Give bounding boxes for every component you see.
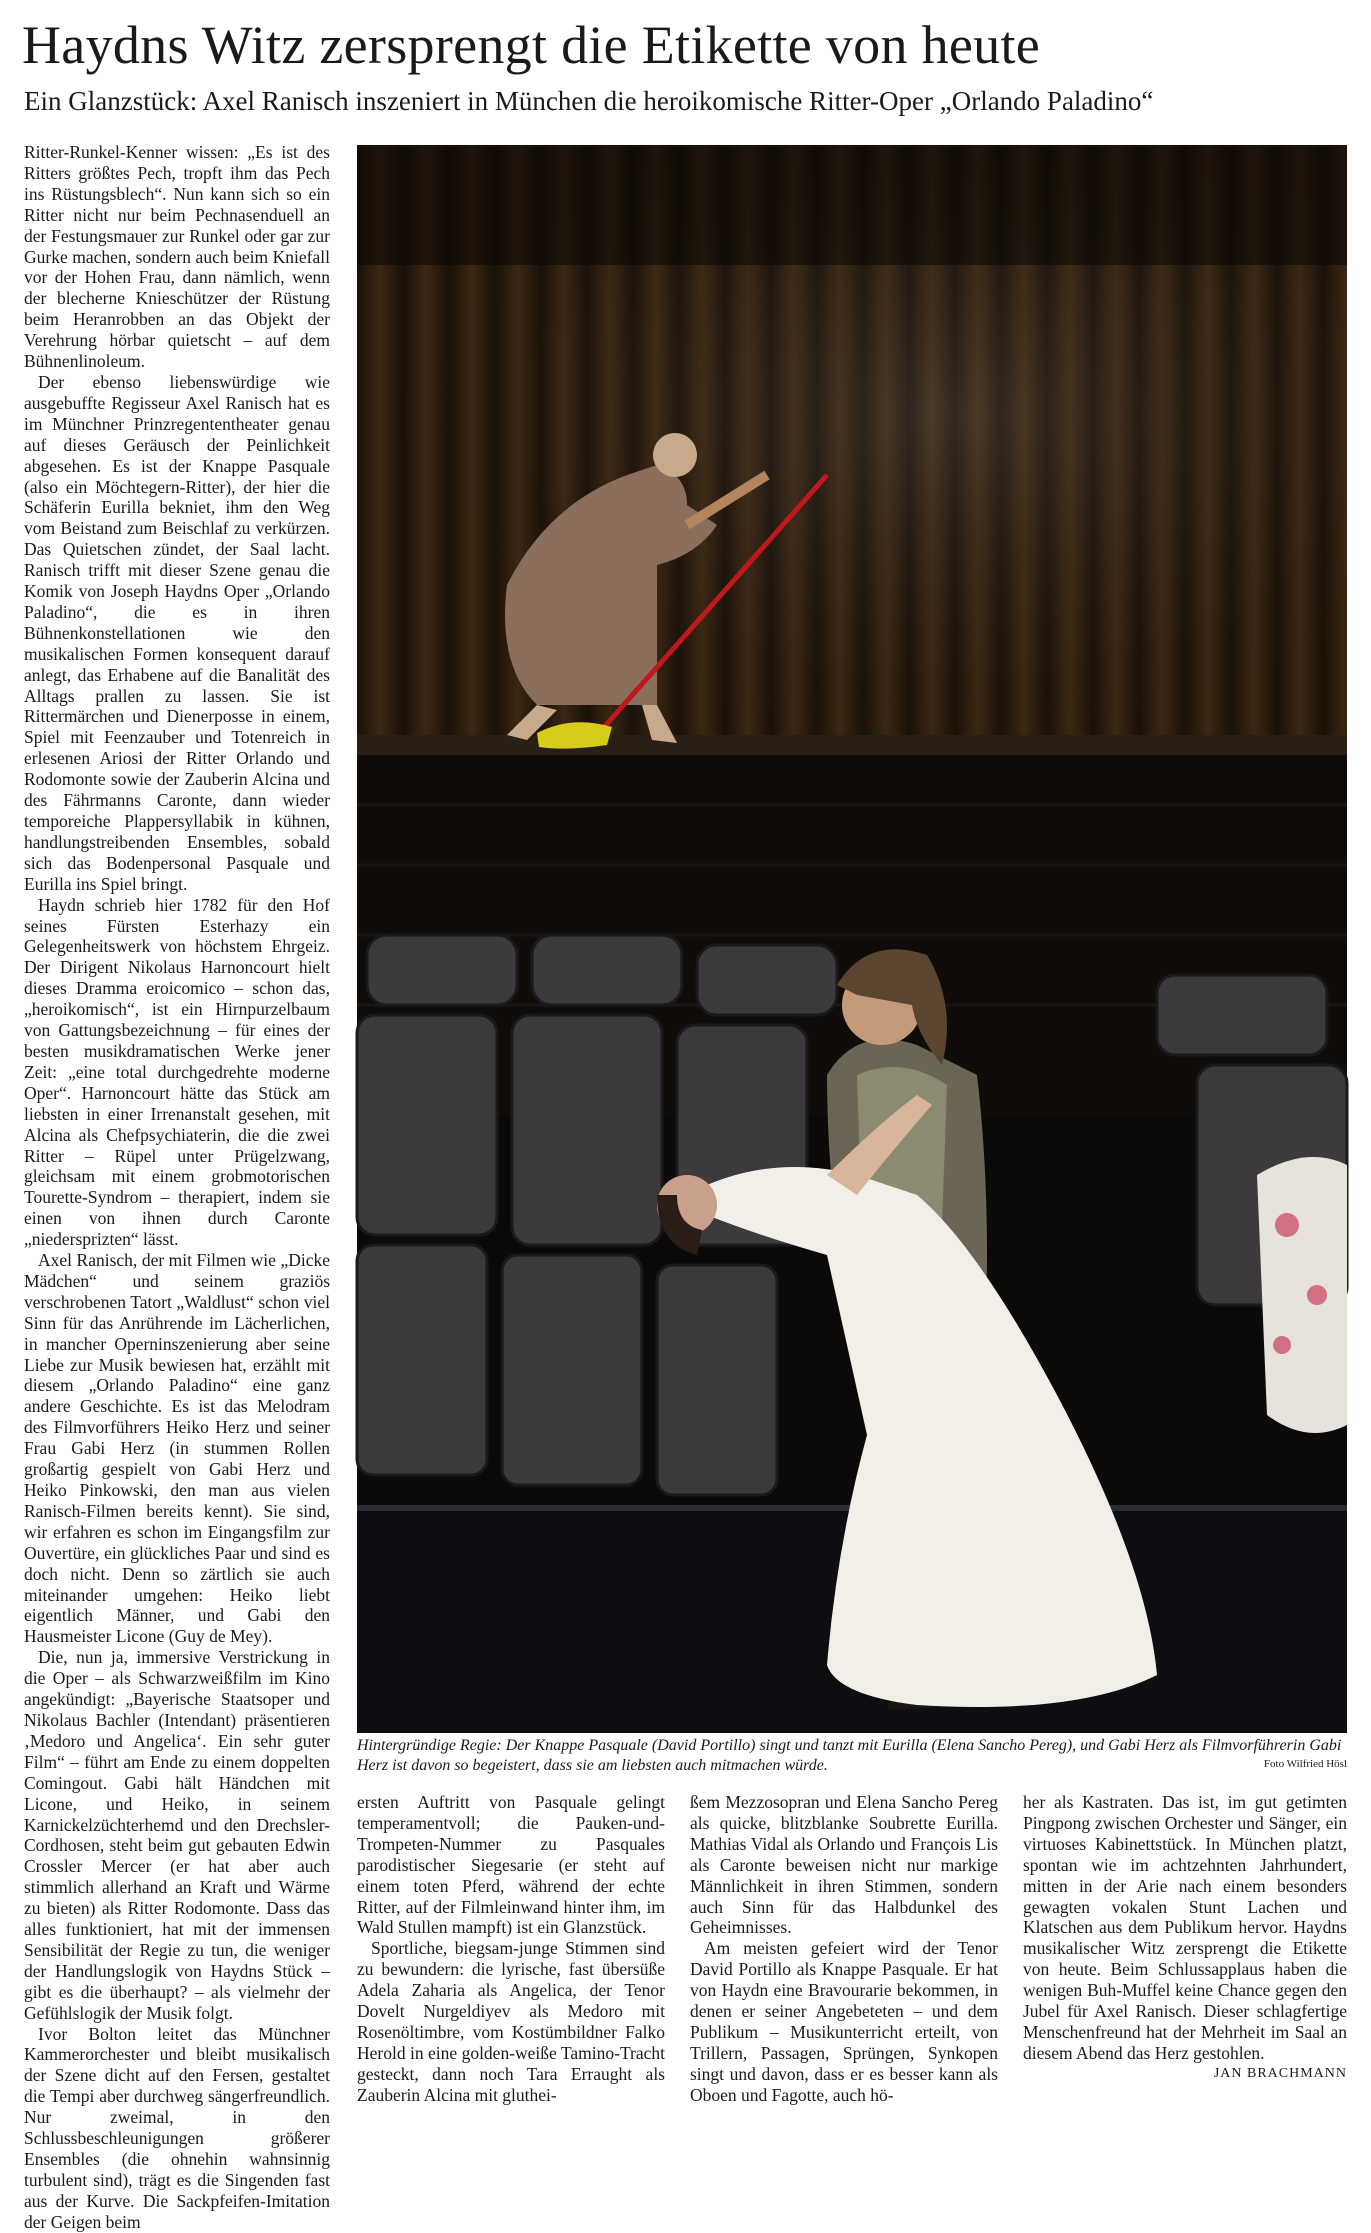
article-column-3 xyxy=(690,1792,998,2120)
paragraph: Ivor Bolton leitet das Münchner Kammerorchester und bleibt musikalisch der Szene dicht auf den Fersen, gestaltet die Tempi aber durchweg sängerfreundlich. Nur zweimal, in den Schlussbeschleunigungen größerer Ensembles (die ohnehin wahnsinnig turbulent sind), trägt es die Singenden fast aus der Kurve. Die Sackpfeifen-Imitation der Geigen beim xyxy=(24,2023,330,2232)
article-column-1 xyxy=(24,142,330,2232)
paragraph: Axel Ranisch, der mit Filmen wie „Dicke Mädchen“ und seinem graziös verschrobenen Tatort „Waldlust“ schon viel Sinn für das Anrührende im Lächerlichen, in mancher Operninszenierung aber seine Liebe zur Musik bewiesen hat, erzählt mit diesem „Orlando Paladino“ eine ganz andere Geschichte. Es ist das Melodram des Filmvorführers Heiko Herz und seiner Frau Gabi Herz (in stummen Rollen großartig gespielt von Gabi Herz und Heiko Pinkowski, den man aus vielen Ranisch-Filmen bereits kennt). Sie sind, wir erfahren es schon im Eingangsfilm zur Ouvertüre, ein glückliches Paar und sind es doch nicht. Denn so zärtlich sie auch miteinander umgehen: Heiko liebt eigentlich Männer, und Gabi den Hausmeister Licone (Guy de Mey). xyxy=(24,1250,330,1647)
costume-rack xyxy=(1257,1157,1347,1433)
paragraph: Haydn schrieb hier 1782 für den Hof seines Fürsten Esterhazy ein Gelegenheitswerk von höchstem Ehrgeiz. Der Dirigent Nikolaus Harnoncourt hielt dieses Dramma eroicomico – schon das, „heroikomisch“, ist ein Hirnpurzelbaum von Gattungsbezeichnung – für eines der besten musikdramatischen Werke jener Zeit: „eine total durchgedrehte moderne Oper“. Harnoncourt hätte das Stück am liebsten in einer Irrenanstalt gesehen, mit Alcina als Chefpsychiaterin, die die zwei Ritter – Rüpel unter Prügelzwang, gleichsam mit einem grobmotorischen Tourette-Syndrom – therapiert, indem sie einen von ihnen durch Caronte „niedersprizten“ lässt. xyxy=(24,894,330,1250)
paragraph: Der ebenso liebenswürdige wie ausgebuffte Regisseur Axel Ranisch hat es im Münchner Prinzregententheater genau auf dieses Geräusch der Peinlichkeit abgesehen. Es ist der Knappe Pasquale (also ein Möchtegern-Ritter), der hier die Schäferin Eurilla bekniet, ihm den Weg vom Beistand zum Beischlaf zu verkürzen. Das Quietschen zündet, der Saal lacht. Ranisch trifft mit dieser Szene genau die Komik von Joseph Haydns Oper „Orlando Paladino“, die es in ihren Bühnenkonstellationen wie den musikalischen Formen konsequent darauf anlegt, das Erhabene auf die Banalität des Alltags prallen zu lassen. Sie ist Rittermärchen und Dienerposse in einem, Spiel mit Feenzauber und Totenreich in erlesenen Ariosi der Ritter Orlando und Rodomonte sowie der Zauberin Alcina und des Fährmanns Caronte, dann wieder temporeiche Plappersyllabik in kühnen, handlungstreibenden Ensembles, sobald sich das Bodenpersonal Pasquale und Eurilla ins Spiel bringt. xyxy=(24,371,330,894)
paragraph: Die, nun ja, immersive Verstrickung in die Oper – als Schwarzweißfilm im Kino angekündigt: „Bayerische Staatsoper und Nikolaus Bachler (Intendant) präsentieren ‚Medoro und Angelica‘. Ein sehr guter Film“ – führt am Ende zu einem doppelten Comingout. Gabi hält Händchen mit Licone, und Heiko, in seinem Karnickelzüchterhemd und den Drechsler-Cordhosen, steht beim gut gebauten Edwin Crossler Mercer (er hat aber auch stimmlich allerhand an Kraft und Wärme zu bieten) als Ritter Rodomonte. Dass das alles funktioniert, hat mit der immensen Sensibilität der Regie zu tun, die weniger der Handlungslogik von Haydns Stück – gibt es die überhaupt? – als vielmehr der Gefühlslogik der Musik folgt. xyxy=(24,1647,330,2023)
author-byline: JAN BRACHMANN xyxy=(1213,2065,1347,2081)
stage-photo xyxy=(357,145,1347,1733)
subheadline: Ein Glanzstück: Axel Ranisch inszeniert in München die heroikomische Ritter-Oper „Orlando Paladino“ xyxy=(24,86,1154,116)
paragraph: her als Kastraten. Das ist, im gut getimten Pingpong zwischen Orchester und Sänger, ein virtuoses Kabinettstück. In München platzt, spontan wie im achtzehnten Jahrhundert, mitten in der Arie nach einem besonders gewagten vokalen Stunt Lachen und Klatschen aus dem Publikum hervor. Haydns musikalischer Witz zersprengt die Etikette von heute. Beim Schlussapplaus haben die wenigen Buh-Muffel keine Chance gegen den Jubel für Axel Ranisch. Dieser schlagfertige Menschenfreund hat der Mehrheit im Saal an diesem Abend das Herz gestohlen. xyxy=(1023,1792,1347,2063)
paragraph: Ritter-Runkel-Kenner wissen: „Es ist des Ritters größtes Pech, tropft ihm das Pech ins Rüstungsblech“. Nun kann sich so ein Ritter nicht nur beim Pechnasenduell an der Festungsmauer zur Runkel oder gar zur Gurke machen, sondern auch beim Kniefall vor der Hohen Frau, dann nämlich, wenn der blecherne Knieschützer der Rüstung beim Heranrobben an das Objekt der Verehrung hörbar quietscht – auf dem Bühnenlinoleum. xyxy=(24,142,330,372)
paragraph: ersten Auftritt von Pasquale gelingt temperamentvoll; die Pauken-und-Trompeten-Nummer zu Pasquales parodistischer Siegesarie (er steht auf einem toten Pferd, während der echte Ritter, auf der Filmleinwand hinter ihm, im Wald Stullen mampft) ist ein Glanzstück. xyxy=(357,1792,665,1938)
headline: Haydns Witz zersprengt die Etikette von heute xyxy=(22,15,1041,75)
article-column-4 xyxy=(1023,1792,1347,2120)
photo-credit: Foto Wilfried Hösl xyxy=(1263,1758,1347,1770)
photo-caption: Hintergründige Regie: Der Knappe Pasquale (David Portillo) singt und tanzt mit Eurilla (Elena Sancho Pereg), und Gabi Herz als Filmvorführerin Gabi Herz ist davon so begeistert, dass sie am liebsten auch mitmachen würde. xyxy=(357,1737,1342,1774)
article-column-2 xyxy=(357,1792,665,2120)
paragraph: ßem Mezzosopran und Elena Sancho Pereg als quicke, blitzblanke Soubrette Eurilla. Mathias Vidal als Orlando und François Lis als Caronte beweisen nicht nur markige Männlichkeit in ihren Stimmen, sondern auch Sinn für das Halbdunkel des Geheimnisses. xyxy=(690,1792,998,1938)
paragraph: Am meisten gefeiert wird der Tenor David Portillo als Knappe Pasquale. Er hat von Haydn eine Bravourarie bekommen, in denen er seiner Angebeteten – und dem Publikum – Musikunterricht erteilt, von Trillern, Passagen, Sprüngen, Synkopen singt und davon, dass er es besser kann als Oboen und Fagotte, auch hö- xyxy=(690,1938,998,2105)
paragraph: Sportliche, biegsam-junge Stimmen sind zu bewundern: die lyrische, fast übersüße Adela Zaharia als Angelica, der Tenor Dovelt Nurgeldiyev als Medoro mit Rosenöltimbre, vom Kostümbildner Falko Herold in eine golden-weiße Tamino-Tracht gesteckt, dann noch Tara Erraught als Zauberin Alcina mit gluthei- xyxy=(357,1938,665,2105)
stage-edge xyxy=(357,735,1347,755)
